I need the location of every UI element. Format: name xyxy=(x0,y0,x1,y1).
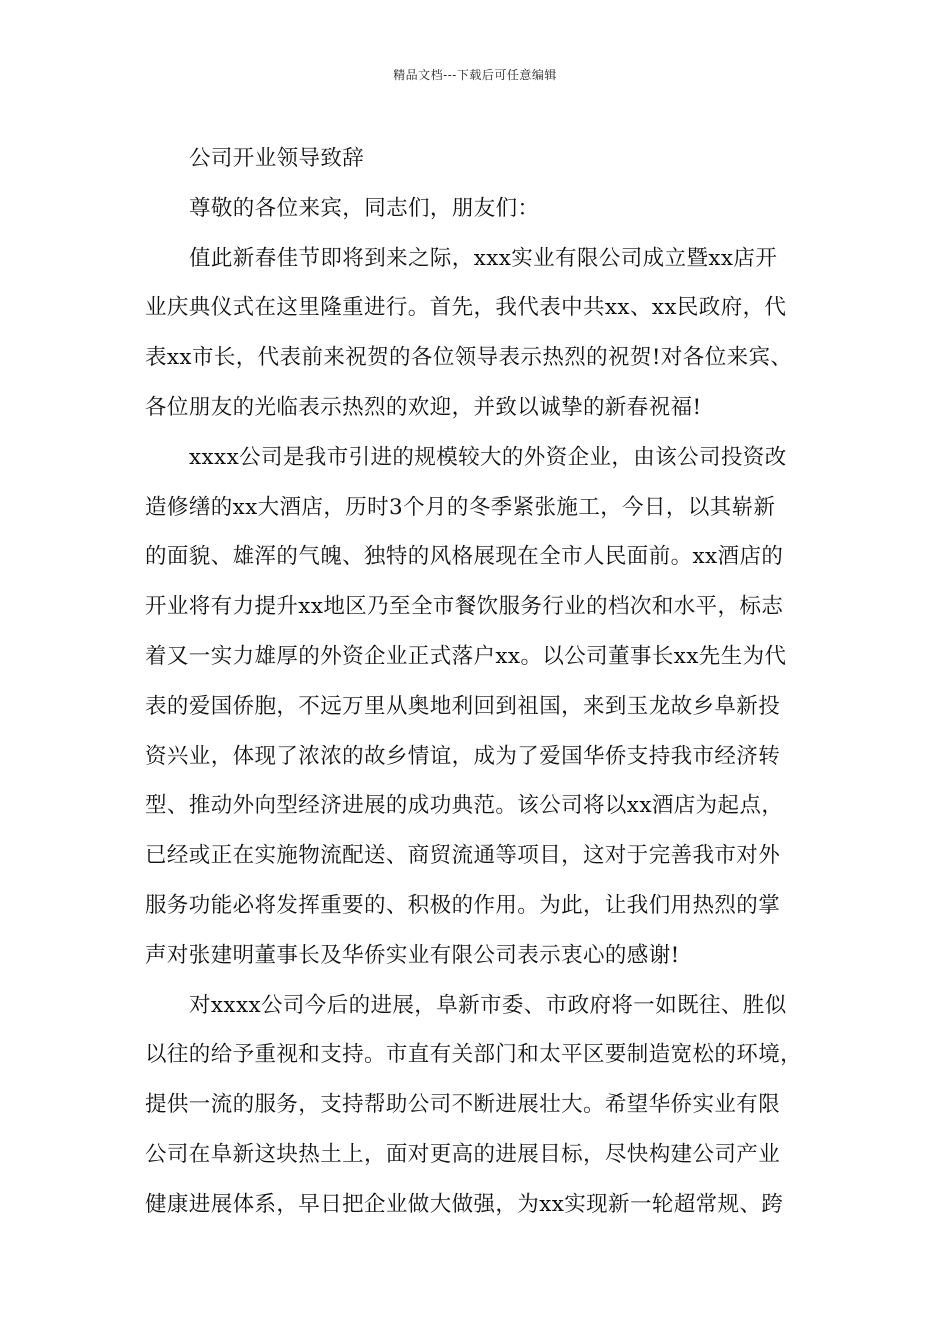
body-line: 造修缮的xx大酒店，历时3个月的冬季紧张施工，今日，以其崭新 xyxy=(145,494,776,520)
body-line: 值此新春佳节即将到来之际，xxx实业有限公司成立暨xx店开 xyxy=(189,245,778,271)
body-line: 表xx市长，代表前来祝贺的各位领导表示热烈的祝贺!对各位来宾、 xyxy=(145,345,793,371)
body-line: 提供一流的服务，支持帮助公司不断进展壮大。希望华侨实业有限 xyxy=(145,1092,781,1118)
body-line: xxxx公司是我市引进的规模较大的外资企业，由该公司投资改 xyxy=(189,444,787,470)
body-line: 业庆典仪式在这里隆重进行。首先，我代表中共xx、xx民政府，代 xyxy=(145,295,787,321)
body-line: 已经或正在实施物流配送、商贸流通等项目，这对于完善我市对外 xyxy=(145,843,781,869)
body-line: 着又一实力雄厚的外资企业正式落户xx。以公司董事长xx先生为代 xyxy=(145,643,787,669)
body-line: 表的爱国侨胞，不远万里从奥地利回到祖国，来到玉龙故乡阜新投 xyxy=(145,693,781,719)
document-title: 公司开业领导致辞 xyxy=(189,146,365,171)
body-line: 各位朋友的光临表示热烈的欢迎，并致以诚挚的新春祝福! xyxy=(145,394,702,420)
body-line: 资兴业，体现了浓浓的故乡情谊，成为了爱国华侨支持我市经济转 xyxy=(145,743,781,769)
body-paragraphs xyxy=(145,234,825,1230)
body-line: 开业将有力提升xx地区乃至全市餐饮服务行业的档次和水平，标志 xyxy=(145,594,784,620)
document-body xyxy=(145,134,825,1230)
body-line: 公司在阜新这块热土上，面对更高的进展目标，尽快构建公司产业 xyxy=(145,1141,781,1167)
body-line: 型、推动外向型经济进展的成功典范。该公司将以xx酒店为起点， xyxy=(145,793,784,819)
body-line: 服务功能必将发挥重要的、积极的作用。为此，让我们用热烈的掌 xyxy=(145,892,781,918)
page-header: 精品文档---下载后可任意编辑 xyxy=(393,68,557,82)
salutation: 尊敬的各位来宾，同志们，朋友们： xyxy=(189,195,540,221)
body-line: 健康进展体系，早日把企业做大做强，为xx实现新一轮超常规、跨 xyxy=(145,1191,784,1217)
body-line: 对xxxx公司今后的进展，阜新市委、市政府将一如既往、胜似 xyxy=(189,992,787,1018)
body-line: 以往的给予重视和支持。市直有关部门和太平区要制造宽松的环境， xyxy=(145,1042,803,1068)
body-line: 的面貌、雄浑的气魄、独特的风格展现在全市人民面前。xx酒店的 xyxy=(145,544,784,570)
body-line: 声对张建明董事长及华侨实业有限公司表示衷心的感谢! xyxy=(145,942,680,968)
